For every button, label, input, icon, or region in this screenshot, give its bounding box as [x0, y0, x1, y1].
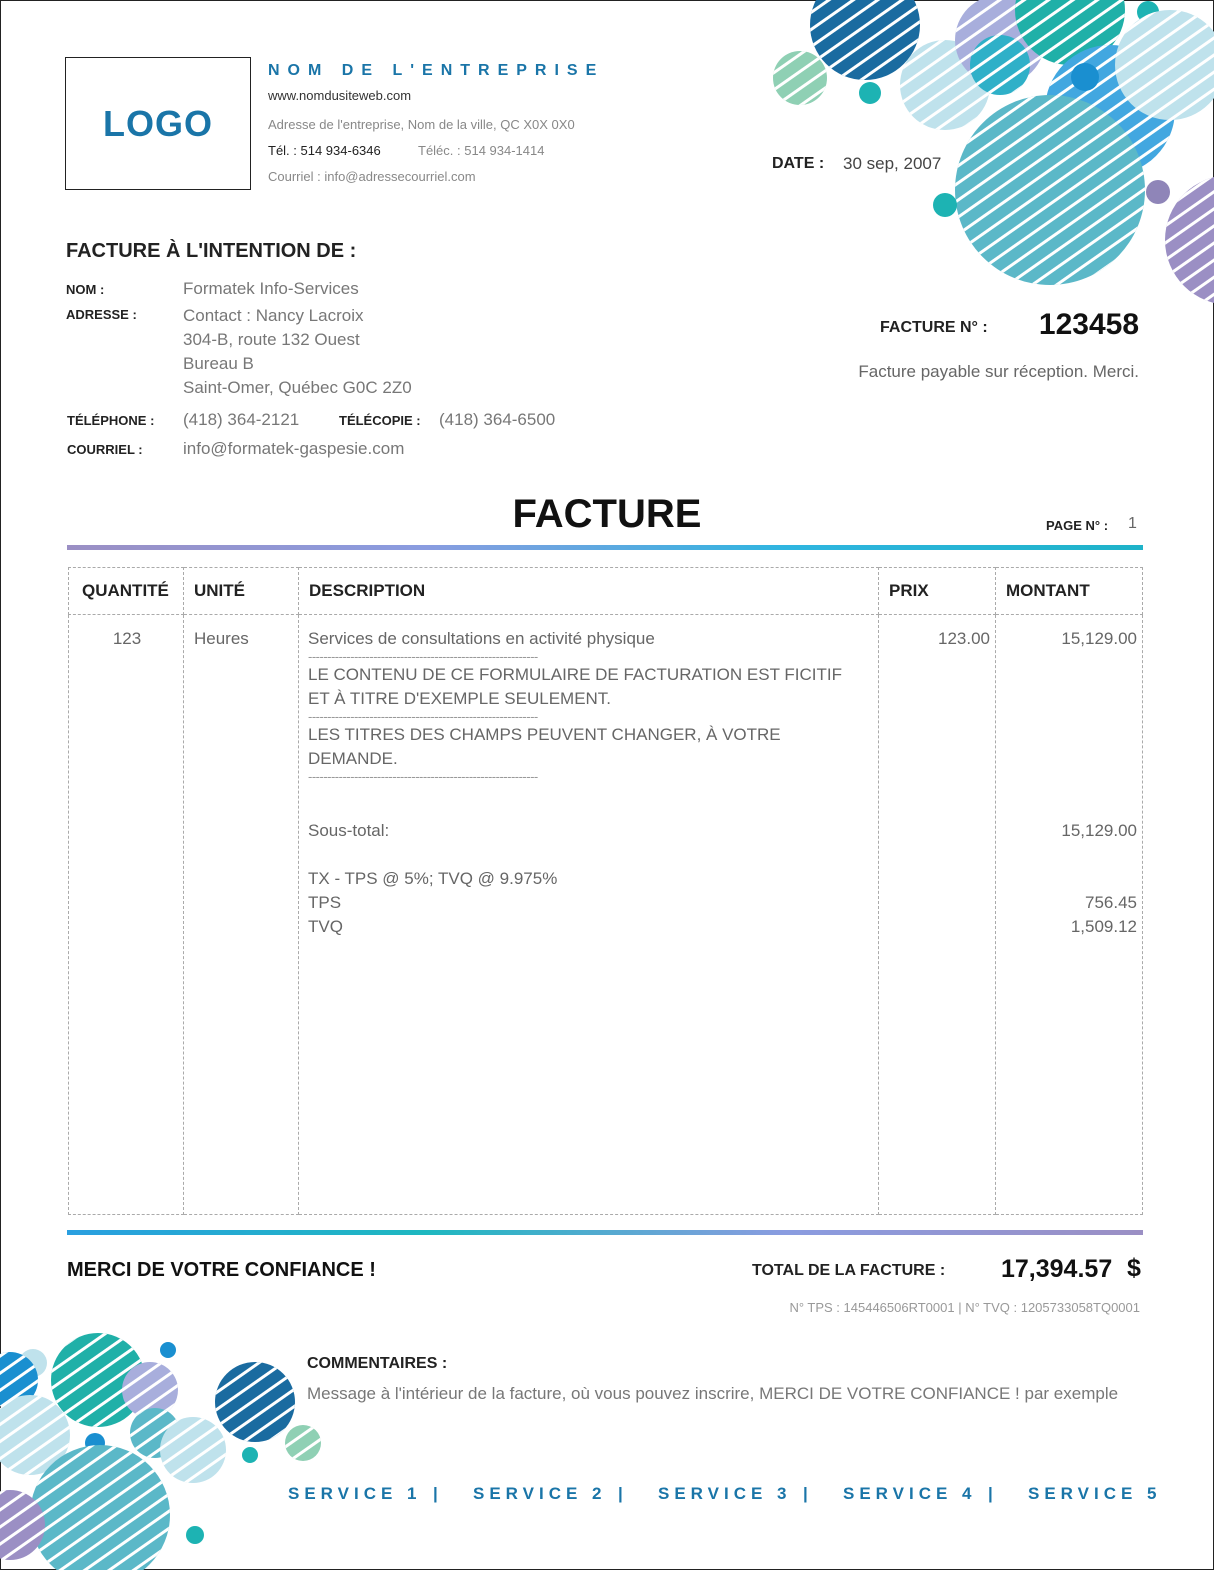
comments-text: Message à l'intérieur de la facture, où vous pouvez inscrire, MERCI DE VOTRE CONFIANCE ! par exemple: [307, 1384, 1119, 1403]
tvq-value: 1,509.12: [1070, 917, 1137, 936]
client-fax: (418) 364-6500: [439, 410, 556, 429]
dash-separator: ------------------------------------------------------------: [308, 709, 538, 724]
description-cell: [299, 615, 879, 1215]
company-fax: Téléc. : 514 934-1414: [418, 143, 545, 158]
email-label: COURRIEL :: [67, 442, 143, 457]
items-table: [68, 567, 1143, 1215]
description-line: Services de consultations en activité physique: [308, 629, 655, 648]
invoice-title: FACTURE: [512, 492, 702, 536]
unit-cell: [184, 615, 299, 1215]
invoice-number: 123458: [1038, 308, 1139, 341]
table-header-row: [69, 568, 1143, 615]
thank-you: MERCI DE VOTRE CONFIANCE !: [67, 1259, 376, 1281]
unit: Heures: [194, 629, 249, 648]
service-link-3[interactable]: SERVICE 3: [658, 1484, 792, 1503]
payment-terms: Facture payable sur réception. Merci.: [858, 362, 1139, 381]
client-name: Formatek Info-Services: [183, 279, 359, 298]
col-header-description: DESCRIPTION: [299, 568, 879, 615]
tps-value: 756.45: [1085, 893, 1137, 912]
service-separator: |: [988, 1484, 998, 1503]
client-address-line: Saint-Omer, Québec G0C 2Z0: [183, 378, 412, 397]
logo-placeholder: LOGO: [103, 102, 213, 144]
dash-separator: ------------------------------------------------------------: [308, 649, 538, 664]
decorative-bubbles-bottom: [0, 1325, 330, 1570]
description-note: LE CONTENU DE CE FORMULAIRE DE FACTURATION EST FICITIF ET À TITRE D'EXEMPLE SEULEMENT.: [308, 665, 842, 708]
company-email: Courriel : info@adressecourriel.com: [268, 169, 476, 184]
col-header-unit: UNITÉ: [184, 568, 299, 615]
company-phone: Tél. : 514 934-6346: [268, 143, 381, 158]
subtotal-value: 15,129.00: [1061, 821, 1137, 840]
description-note: LES TITRES DES CHAMPS PEUVENT CHANGER, À VOTRE DEMANDE.: [308, 725, 781, 768]
col-header-amount: MONTANT: [996, 568, 1143, 615]
bill-to-heading: FACTURE À L'INTENTION DE :: [66, 240, 357, 262]
client-email[interactable]: info@formatek-gaspesie.com: [183, 439, 405, 458]
address-label: ADRESSE :: [66, 307, 137, 322]
page-number: 1: [1128, 515, 1137, 532]
total-label: TOTAL DE LA FACTURE :: [752, 1262, 946, 1279]
amount-cell: [996, 615, 1143, 1215]
tps-label: TPS: [308, 893, 342, 912]
service-separator: |: [803, 1484, 813, 1503]
date-label: DATE :: [772, 155, 825, 172]
decorative-bubbles-top: [760, 0, 1214, 340]
service-separator: |: [618, 1484, 628, 1503]
company-website[interactable]: www.nomdusiteweb.com: [268, 88, 412, 103]
subtotal-label: Sous-total:: [308, 821, 390, 840]
tax-label: TX - TPS @ 5%; TVQ @ 9.975%: [308, 869, 558, 888]
service-link-2[interactable]: SERVICE 2: [473, 1484, 607, 1503]
header-divider: [67, 545, 1143, 550]
name-label: NOM :: [66, 282, 105, 297]
client-phone: (418) 364-2121: [183, 410, 300, 429]
service-link-5[interactable]: SERVICE 5: [1028, 1484, 1162, 1503]
service-link-1[interactable]: SERVICE 1: [288, 1484, 422, 1503]
service-separator: |: [433, 1484, 443, 1503]
date-value: 30 sep, 2007: [843, 154, 942, 173]
page-label: PAGE N° :: [1046, 518, 1109, 533]
col-header-price: PRIX: [879, 568, 996, 615]
company-name: NOM DE L'ENTREPRISE: [268, 62, 605, 79]
tax-numbers: N° TPS : 145446506RT0001 | N° TVQ : 1205733058TQ0001: [789, 1300, 1140, 1315]
dash-separator: ------------------------------------------------------------: [308, 769, 538, 784]
invoice-number-label: FACTURE N° :: [880, 319, 988, 336]
qty-cell: [69, 615, 184, 1215]
table-row: [69, 615, 1143, 1215]
client-address-line: Contact : Nancy Lacroix: [183, 306, 364, 325]
currency-symbol: $: [1127, 1254, 1141, 1282]
phone-label: TÉLÉPHONE :: [67, 413, 155, 428]
quantity: 123: [112, 629, 142, 648]
comments-label: COMMENTAIRES :: [307, 1355, 448, 1372]
client-address-line: 304-B, route 132 Ouest: [183, 330, 360, 349]
price-cell: [879, 615, 996, 1215]
fax-label: TÉLÉCOPIE :: [339, 413, 421, 428]
company-address: Adresse de l'entreprise, Nom de la ville, QC X0X 0X0: [268, 117, 575, 132]
amount: 15,129.00: [1061, 629, 1137, 648]
service-link-4[interactable]: SERVICE 4: [843, 1484, 977, 1503]
tvq-label: TVQ: [308, 917, 343, 936]
total-value: 17,394.57: [1001, 1255, 1113, 1283]
client-address-line: Bureau B: [183, 354, 254, 373]
footer-divider: [67, 1230, 1143, 1235]
logo-box: [65, 57, 251, 190]
col-header-quantity: QUANTITÉ: [69, 568, 184, 615]
price: 123.00: [938, 629, 990, 648]
